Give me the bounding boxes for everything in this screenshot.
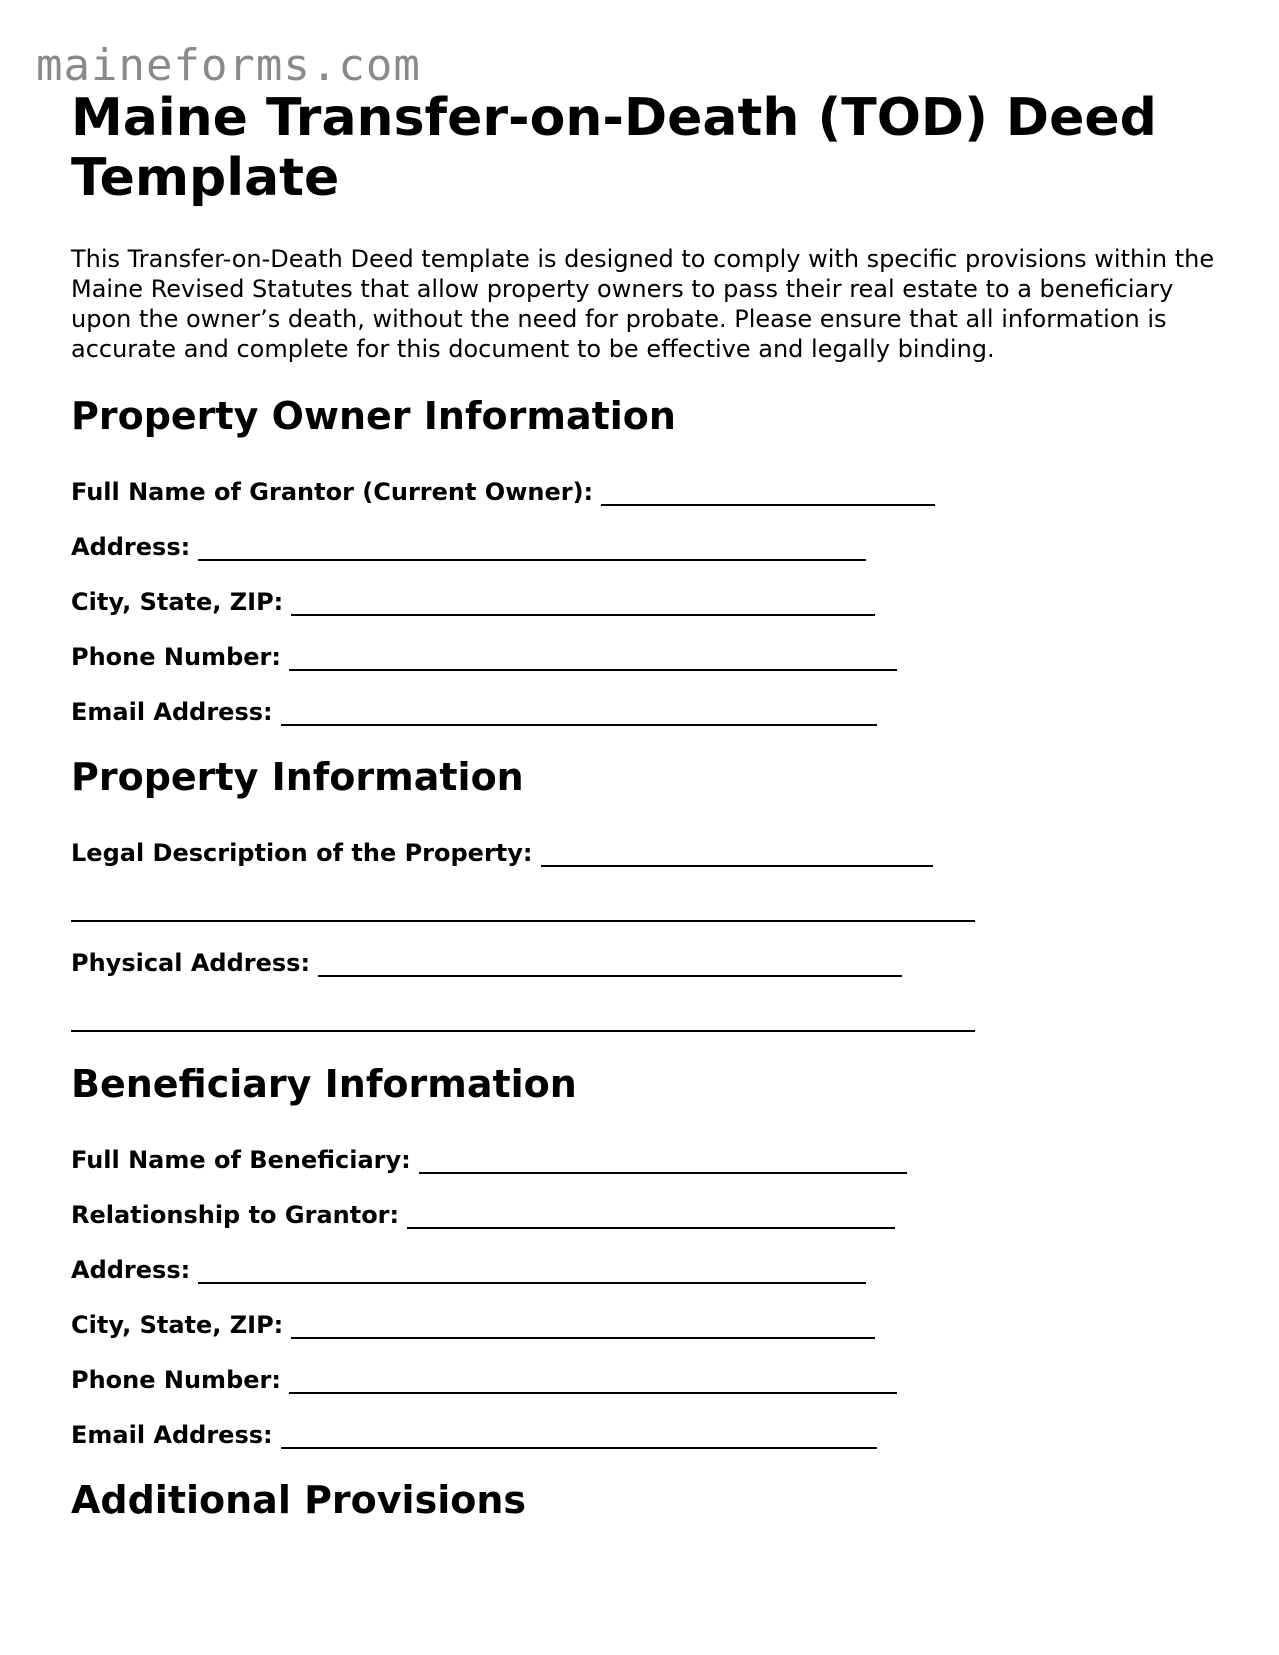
physical-address-continuation-line[interactable] bbox=[71, 982, 975, 1032]
property-section-heading: Property Information bbox=[71, 755, 524, 799]
beneficiary-address-field bbox=[71, 1234, 1221, 1289]
document-page bbox=[71, 88, 1221, 1522]
beneficiary-phone-label: Phone Number: bbox=[71, 1366, 281, 1394]
beneficiary-fields bbox=[71, 1124, 1221, 1454]
beneficiary-address-input-line[interactable] bbox=[198, 1256, 866, 1284]
grantor-name-input-line[interactable] bbox=[601, 478, 935, 506]
owner-section-heading: Property Owner Information bbox=[71, 394, 676, 438]
beneficiary-email-label: Email Address: bbox=[71, 1421, 273, 1449]
beneficiary-email-input-line[interactable] bbox=[281, 1421, 877, 1449]
beneficiary-name-label: Full Name of Beneficiary: bbox=[71, 1146, 411, 1174]
relationship-input-line[interactable] bbox=[407, 1201, 895, 1229]
beneficiary-name-field bbox=[71, 1124, 1221, 1179]
owner-email-field bbox=[71, 676, 1221, 731]
intro-paragraph: This Transfer-on-Death Deed template is designed to comply with specific provisions within the Maine Revised Statutes that allow property owners to pass their real estate to a beneficiary upon the owner’s death, without the need for probate. Please ensure that all information is accurate and complete for this document to be effective and legally binding. bbox=[71, 245, 1215, 363]
property-fields bbox=[71, 817, 1221, 1032]
beneficiary-phone-field bbox=[71, 1344, 1221, 1399]
relationship-field bbox=[71, 1179, 1221, 1234]
beneficiary-city-label: City, State, ZIP: bbox=[71, 1311, 284, 1339]
legal-description-field bbox=[71, 817, 1221, 872]
legal-description-input-line[interactable] bbox=[541, 839, 933, 867]
owner-email-label: Email Address: bbox=[71, 698, 273, 726]
grantor-name-label: Full Name of Grantor (Current Owner): bbox=[71, 478, 594, 506]
owner-fields bbox=[71, 456, 1221, 731]
beneficiary-email-field bbox=[71, 1399, 1221, 1454]
owner-city-field bbox=[71, 566, 1221, 621]
owner-city-label: City, State, ZIP: bbox=[71, 588, 284, 616]
beneficiary-section-heading: Beneficiary Information bbox=[71, 1062, 577, 1106]
legal-description-continuation-line[interactable] bbox=[71, 872, 975, 922]
legal-description-label: Legal Description of the Property: bbox=[71, 839, 533, 867]
additional-section-heading: Additional Provisions bbox=[71, 1478, 526, 1522]
physical-address-input-line[interactable] bbox=[318, 949, 902, 977]
beneficiary-city-field bbox=[71, 1289, 1221, 1344]
owner-address-label: Address: bbox=[71, 533, 191, 561]
beneficiary-phone-input-line[interactable] bbox=[289, 1366, 897, 1394]
relationship-label: Relationship to Grantor: bbox=[71, 1201, 400, 1229]
watermark: maineforms.com bbox=[36, 40, 421, 91]
physical-address-field bbox=[71, 927, 1221, 982]
page-title: Maine Transfer-on-Death (TOD) Deed Template bbox=[71, 88, 1157, 208]
owner-phone-input-line[interactable] bbox=[289, 643, 897, 671]
owner-email-input-line[interactable] bbox=[281, 698, 877, 726]
beneficiary-name-input-line[interactable] bbox=[419, 1146, 907, 1174]
owner-phone-label: Phone Number: bbox=[71, 643, 281, 671]
owner-city-input-line[interactable] bbox=[291, 588, 875, 616]
owner-address-field bbox=[71, 511, 1221, 566]
grantor-name-field bbox=[71, 456, 1221, 511]
physical-address-label: Physical Address: bbox=[71, 949, 311, 977]
owner-phone-field bbox=[71, 621, 1221, 676]
beneficiary-address-label: Address: bbox=[71, 1256, 191, 1284]
owner-address-input-line[interactable] bbox=[198, 533, 866, 561]
beneficiary-city-input-line[interactable] bbox=[291, 1311, 875, 1339]
